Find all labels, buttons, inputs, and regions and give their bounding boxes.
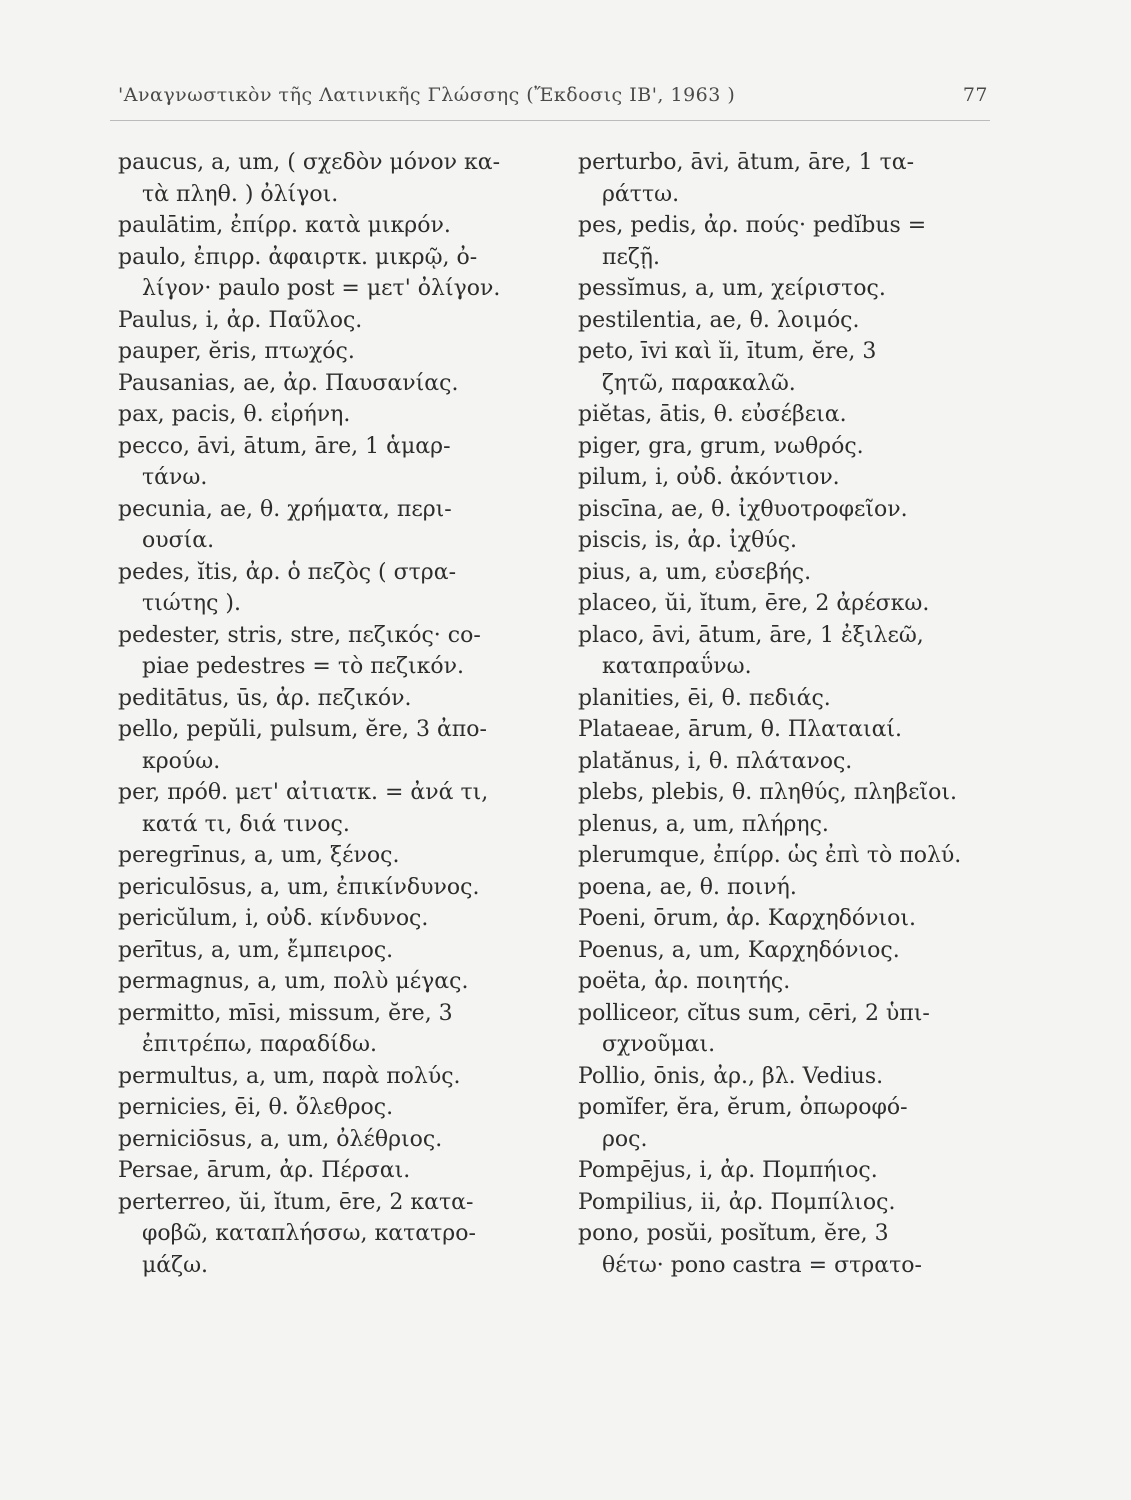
dictionary-line: pestilentia, ae, θ. λοιμός. xyxy=(578,307,860,333)
dictionary-line: Pausanias, ae, ἀρ. Παυσανίας. xyxy=(118,370,459,396)
dictionary-line: poëta, ἀρ. ποιητής. xyxy=(578,969,791,994)
dictionary-line: λίγον· paulo post = μετ' ὀλίγον. xyxy=(142,276,501,301)
dictionary-line: Pollio, ōnis, ἀρ., βλ. Vedius. xyxy=(578,1063,884,1089)
dictionary-line: κατά τι, διά τινος. xyxy=(142,811,350,837)
dictionary-line: permagnus, a, um, πολὺ μέγας. xyxy=(118,969,469,994)
dictionary-line: placo, āvi, ātum, āre, 1 ἐξιλεῶ, xyxy=(578,622,924,648)
dictionary-line: θέτω· pono castra = στρατο- xyxy=(602,1252,922,1278)
dictionary-line: periculōsus, a, um, ἐπικίνδυνος. xyxy=(118,874,480,900)
dictionary-line: placeo, ŭi, ĭtum, ēre, 2 ἀρέσκω. xyxy=(578,591,930,616)
dictionary-line: τὰ πληθ. ) ὀλίγοι. xyxy=(142,181,339,207)
dictionary-line: Pompējus, i, ἀρ. Πομπήιος. xyxy=(578,1158,878,1183)
dictionary-line: τιώτης ). xyxy=(142,591,241,616)
dictionary-line: pecco, āvi, ātum, āre, 1 ἁμαρ- xyxy=(118,433,451,459)
dictionary-line: pernicies, ēi, θ. ὄλεθρος. xyxy=(118,1095,394,1120)
header-title: 'Αναγνωστικὸν τῆς Λατινικῆς Γλώσσης (Ἔκδοσις ΙΒ', 1963 ) xyxy=(118,84,736,106)
dictionary-line: pedes, ĭtis, ἀρ. ὁ πεζὸς ( στρα- xyxy=(118,559,457,585)
dictionary-line: pomĭfer, ĕra, ĕrum, ὀπωροφό- xyxy=(578,1095,908,1120)
left-column xyxy=(118,147,548,1281)
dictionary-line: plerumque, ἐπίρρ. ὡς ἐπὶ τὸ πολύ. xyxy=(578,843,962,868)
dictionary-line: pilum, i, οὐδ. ἀκόντιον. xyxy=(578,465,840,490)
dictionary-line: φοβῶ, καταπλήσσω, κατατρο- xyxy=(142,1221,476,1246)
dictionary-line: Persae, ārum, ἀρ. Πέρσαι. xyxy=(118,1158,411,1183)
dictionary-line: per, πρόθ. μετ' αἰτιατκ. = ἀνά τι, xyxy=(118,780,489,805)
right-column xyxy=(578,147,993,1281)
dictionary-line: πεζῇ. xyxy=(602,244,660,270)
page-number: 77 xyxy=(962,84,988,106)
dictionary-line: piĕtas, ātis, θ. εὐσέβεια. xyxy=(578,402,847,427)
dictionary-line: μάζω. xyxy=(142,1252,209,1278)
header-rule xyxy=(110,120,990,121)
dictionary-line: ράττω. xyxy=(602,181,680,207)
dictionary-line: polliceor, cĭtus sum, cēri, 2 ὑπι- xyxy=(578,1000,930,1026)
dictionary-line: ἐπιτρέπω, παραδίδω. xyxy=(142,1032,377,1057)
dictionary-line: peregrīnus, a, um, ξένος. xyxy=(118,843,400,868)
dictionary-line: peditātus, ūs, ἀρ. πεζικόν. xyxy=(118,685,412,711)
dictionary-line: ζητῶ, παρακαλῶ. xyxy=(602,370,796,396)
dictionary-line: piscis, is, ἀρ. ἰχθύς. xyxy=(578,528,798,553)
dictionary-line: planities, ēi, θ. πεδιάς. xyxy=(578,685,831,711)
dictionary-line: pauper, ĕris, πτωχός. xyxy=(118,339,355,364)
running-header xyxy=(118,84,988,114)
dictionary-line: platănus, i, θ. πλάτανος. xyxy=(578,748,853,774)
dictionary-line: piger, gra, grum, νωθρός. xyxy=(578,433,864,459)
dictionary-line: pedester, stris, stre, πεζικός· co- xyxy=(118,622,481,648)
dictionary-line: pessĭmus, a, um, χείριστος. xyxy=(578,276,886,301)
dictionary-line: ρος. xyxy=(602,1126,648,1152)
dictionary-line: perturbo, āvi, ātum, āre, 1 τα- xyxy=(578,150,915,175)
dictionary-line: Paulus, i, ἀρ. Παῦλος. xyxy=(118,307,363,333)
dictionary-line: καταπραΰνω. xyxy=(602,654,752,679)
dictionary-line: σχνοῦμαι. xyxy=(602,1032,716,1057)
dictionary-line: pius, a, um, εὐσεβής. xyxy=(578,559,812,585)
dictionary-line: pax, pacis, θ. εἰρήνη. xyxy=(118,402,351,427)
dictionary-line: perterreo, ŭi, ĭtum, ēre, 2 κατα- xyxy=(118,1189,474,1215)
dictionary-line: pello, pepŭli, pulsum, ĕre, 3 ἀπο- xyxy=(118,717,487,742)
dictionary-line: pericŭlum, i, οὐδ. κίνδυνος. xyxy=(118,906,429,931)
dictionary-line: Poeni, ōrum, ἀρ. Καρχηδόνιοι. xyxy=(578,906,917,931)
dictionary-line: pes, pedis, ἀρ. πούς· pedĭbus = xyxy=(578,213,927,238)
dictionary-line: paucus, a, um, ( σχεδὸν μόνον κα- xyxy=(118,150,501,175)
dictionary-line: pono, posŭi, posĭtum, ĕre, 3 xyxy=(578,1221,889,1246)
dictionary-line: Plataeae, ārum, θ. Πλαταιαί. xyxy=(578,717,903,742)
dictionary-line: piae pedestres = τὸ πεζικόν. xyxy=(142,654,465,679)
dictionary-line: plebs, plebis, θ. πληθύς, πληβεῖοι. xyxy=(578,780,957,805)
dictionary-line: perītus, a, um, ἔμπειρος. xyxy=(118,937,394,963)
dictionary-line: piscīna, ae, θ. ἰχθυοτροφεῖον. xyxy=(578,496,908,522)
dictionary-line: peto, īvi καὶ ĭi, ītum, ĕre, 3 xyxy=(578,339,877,364)
dictionary-line: κρούω. xyxy=(142,748,221,774)
dictionary-line: perniciōsus, a, um, ὀλέθριος. xyxy=(118,1126,443,1152)
dictionary-line: pecunia, ae, θ. χρήματα, περι- xyxy=(118,496,452,522)
dictionary-line: permitto, mīsi, missum, ĕre, 3 xyxy=(118,1000,453,1026)
dictionary-line: Poenus, a, um, Καρχηδόνιος. xyxy=(578,937,900,963)
dictionary-line: τάνω. xyxy=(142,465,208,490)
dictionary-line: ουσία. xyxy=(142,528,215,553)
dictionary-line: paulātim, ἐπίρρ. κατὰ μικρόν. xyxy=(118,213,451,238)
dictionary-line: plenus, a, um, πλήρης. xyxy=(578,811,829,837)
dictionary-line: poena, ae, θ. ποινή. xyxy=(578,874,797,900)
dictionary-line: permultus, a, um, παρὰ πολύς. xyxy=(118,1063,461,1089)
dictionary-line: Pompilius, ii, ἀρ. Πομπίλιος. xyxy=(578,1189,896,1215)
dictionary-line: paulo, ἐπιρρ. ἀφαιρτκ. μικρῷ, ὀ- xyxy=(118,244,478,270)
